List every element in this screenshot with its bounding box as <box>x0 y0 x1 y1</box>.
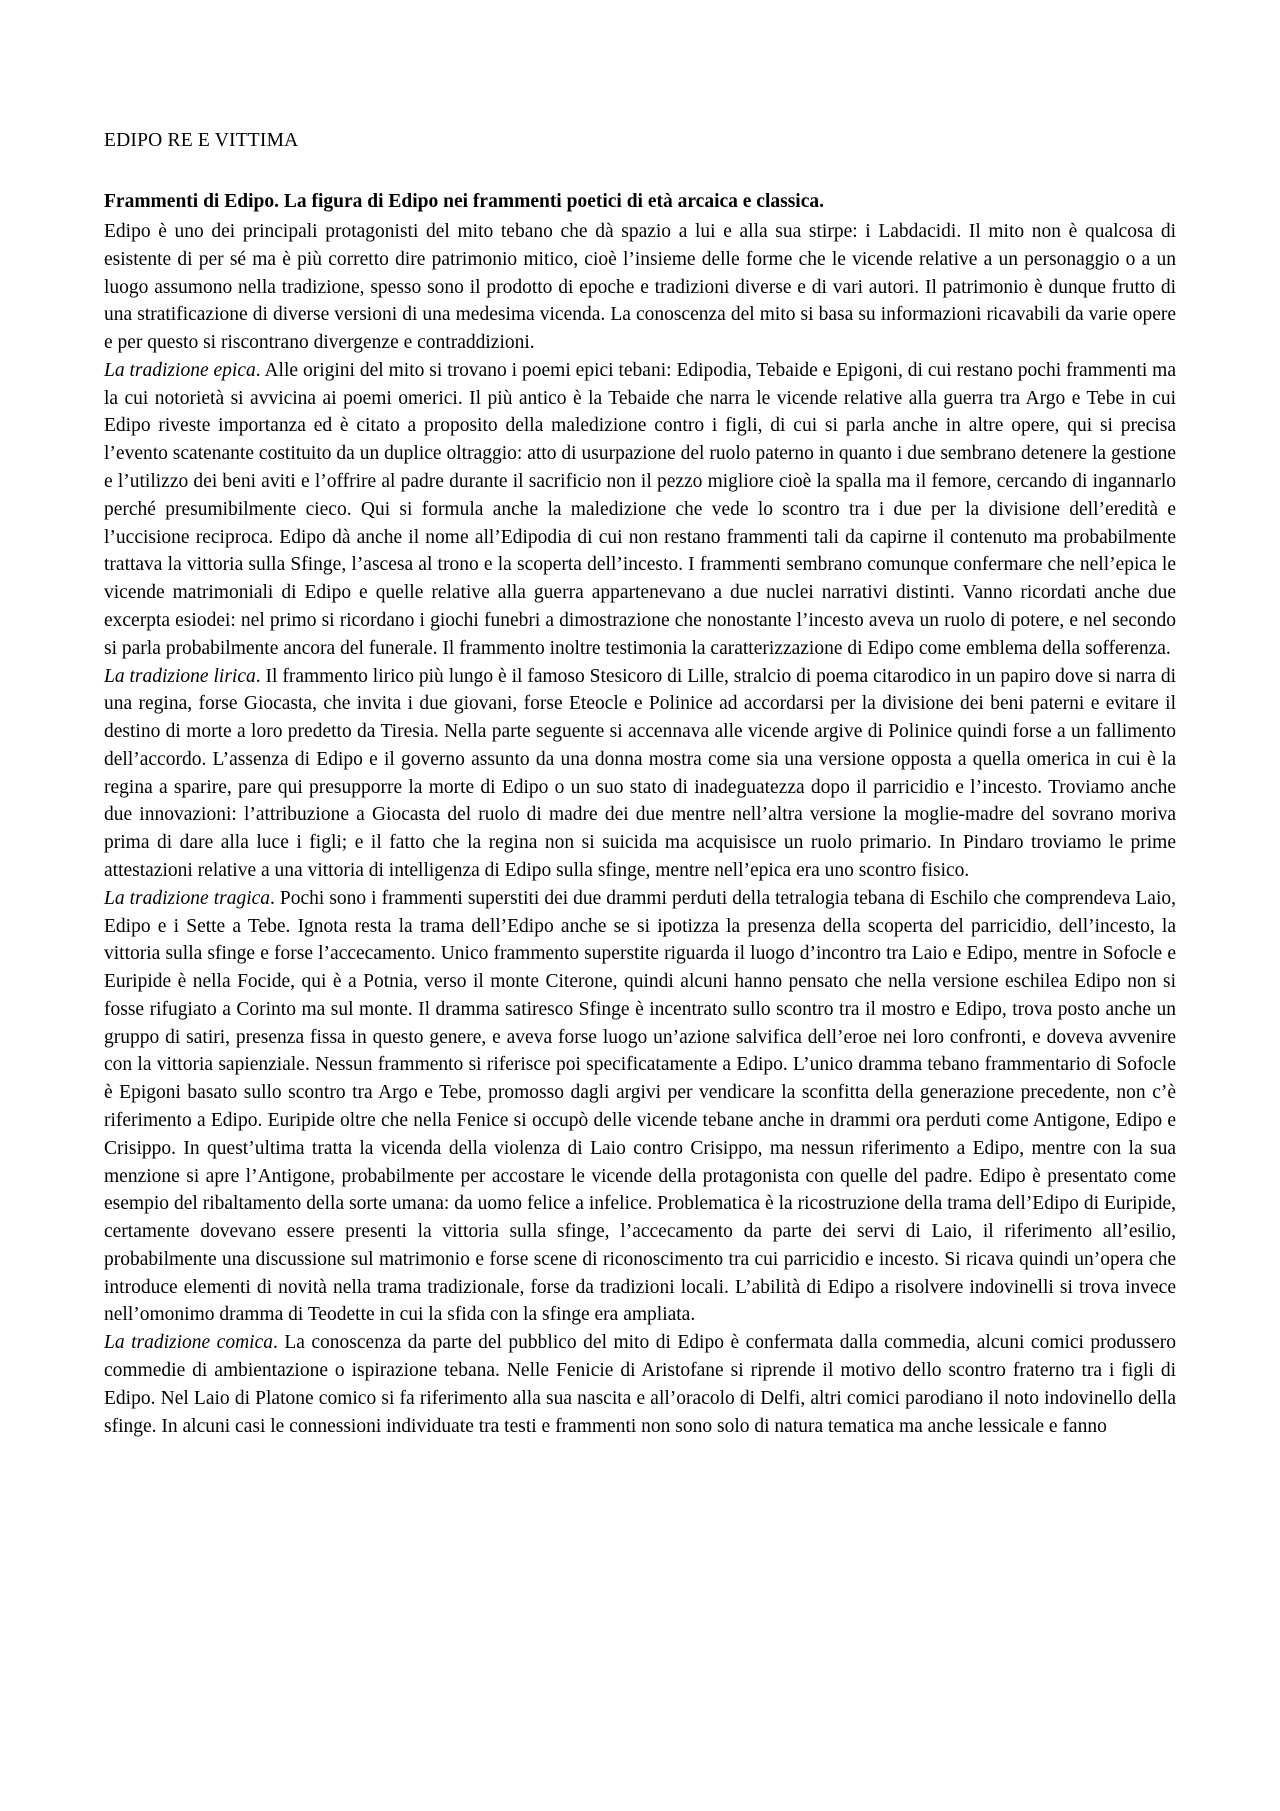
section-heading: Frammenti di Edipo. La figura di Edipo nei frammenti poetici di età arcaica e classica. <box>104 191 825 213</box>
paragraph-text: . Il frammento lirico più lungo è il famoso Stesicoro di Lille, stralcio di poema citarodico in un papiro dove si narra di una regina, forse Giocasta, che invita i due giovani, forse Eteocle e Polinice ad accordarsi per la divisione dei beni paterni e evitare il destino di morte a loro predetto da Tiresia. Nella parte seguente si accennava alle vicende argive di Polinice quindi forse a un fallimento dell’accordo. L’assenza di Edipo e il governo assunto da una donna mostra come sia una versione opposta a quella omerica in cui è la regina a sparire, pare qui presupporre la morte di Edipo o un suo stato di inadeguatezza dopo il parricidio e l’incesto. Troviamo anche due innovazioni: l’attribuzione a Giocasta del ruolo di madre dei due mentre nell’altra versione la moglie-madre del sovrano moriva prima di dare alla luce i figli; e il fatto che la regina non si suicida ma acquisisce un ruolo primario. In Pindaro troviamo le prime attestazioni relative a una vittoria di intelligenza di Edipo sulla sfinge, mentre nell’epica era uno scontro fisico. <box>104 665 1176 881</box>
document-body <box>104 188 1176 1440</box>
paragraph-lead-in: La tradizione lirica <box>104 665 256 687</box>
paragraph-tradizione-comica <box>104 1329 1176 1440</box>
paragraph-lead-in: La tradizione tragica <box>104 887 271 909</box>
paragraph-text: . La conoscenza da parte del pubblico del mito di Edipo è confermata dalla commedia, alcuni comici produssero commedie di ambientazione o ispirazione tebana. Nelle Fenicie di Aristofane si riprende il motivo dello scontro fraterno tra i figli di Edipo. Nel Laio di Platone comico si fa riferimento alla sua nascita e all’oracolo di Delfi, altri comici parodiano il noto indovinello della sfinge. In alcuni casi le connessioni individuate tra testi e frammenti non sono solo di natura tematica ma anche lessicale e fanno <box>104 1332 1176 1437</box>
paragraph-lead-in: La tradizione comica <box>104 1332 273 1354</box>
paragraph-text: . Pochi sono i frammenti superstiti dei due drammi perduti della tetralogia tebana di Eschilo che comprendeva Laio, Edipo e i Sette a Tebe. Ignota resta la trama dell’Edipo anche se si ipotizza la presenza della scoperta del parricidio, dell’incesto, la vittoria sulla sfinge e forse l’accecamento. Unico frammento superstite riguarda il luogo d’incontro tra Laio e Edipo, mentre in Sofocle e Euripide è nella Focide, qui è a Potnia, verso il monte Citerone, quindi alcuni hanno pensato che nella versione eschilea Edipo non si fosse rifugiato a Corinto ma sul monte. Il dramma satiresco Sfinge è incentrato sullo scontro tra il mostro e Edipo, trova posto anche un gruppo di satiri, presenza fissa in questo genere, e aveva forse luogo un’azione salvifica dell’eroe nei loro confronti, e doveva avvenire con la vittoria sapienziale. Nessun frammento si riferisce poi specificatamente a Edipo. L’unico dramma tebano frammentario di Sofocle è Epigoni basato sullo scontro tra Argo e Tebe, promosso dagli argivi per vendicare la sconfitta della generazione precedente, non c’è riferimento a Edipo. Euripide oltre che nella Fenice si occupò delle vicende tebane anche in drammi ora perduti come Antigone, Edipo e Crisippo. In quest’ultima tratta la vicenda della violenza di Laio contro Crisippo, ma nessun riferimento a Edipo, mentre con la sua menzione si apre l’Antigone, probabilmente per accostare le vicende della protagonista con quelle del padre. Edipo è presentato come esempio del ribaltamento della sorte umana: da uomo felice a infelice. Problematica è la ricostruzione della trama dell’Edipo di Euripide, certamente dovevano essere presenti la vittoria sulla sfinge, l’accecamento da parte dei servi di Laio, il riferimento all’esilio, probabilmente una discussione sul matrimonio e forse scene di riconoscimento tra cui parricidio e incesto. Si ricava quindi un’opera che introduce elementi di novità nella trama tradizionale, forse da tradizioni locali. L’abilità di Edipo a risolvere indovinelli si trova invece nell’omonimo dramma di Teodette in cui la sfida con la sfinge era ampliata. <box>104 887 1176 1326</box>
paragraph-tradizione-epica <box>104 357 1176 663</box>
paragraph-tradizione-tragica <box>104 885 1176 1330</box>
paragraph-text: . Alle origini del mito si trovano i poemi epici tebani: Edipodia, Tebaide e Epigoni, di cui restano pochi frammenti ma la cui notorietà si avvicina ai poemi omerici. Il più antico è la Tebaide che narra le vicende relative alla guerra tra Argo e Tebe in cui Edipo riveste importanza ed è citato a proposito della maledizione contro i figli, di cui si parla anche in altre opere, qui si precisa l’evento scatenante costituito da un duplice oltraggio: atto di usurpazione del ruolo paterno in quanto i due sembrano detenere la gestione e l’utilizzo dei beni aviti e l’offrire al padre durante il sacrificio non il pezzo migliore cioè la spalla ma il femore, cercando di ingannarlo perché presumibilmente cieco. Qui si formula anche la maledizione che vede lo scontro tra i due per la divisione dell’eredità e l’uccisione reciproca. Edipo dà anche il nome all’Edipodia di cui non restano frammenti tali da capirne il contenuto ma probabilmente trattava la vittoria sulla Sfinge, l’ascesa al trono e la scoperta dell’incesto. I frammenti sembrano comunque confermare che nell’epica le vicende matrimoniali di Edipo e quelle relative alla guerra appartenevano a due nuclei narrativi distinti. Vanno ricordati anche due excerpta esiodei: nel primo si ricordano i giochi funebri a dimostrazione che nonostante l’incesto aveva un ruolo di potere, e nel secondo si parla probabilmente ancora del funerale. Il frammento inoltre testimonia la caratterizzazione di Edipo come emblema della sofferenza. <box>104 359 1176 659</box>
document-title: EDIPO RE E VITTIMA <box>104 130 299 151</box>
paragraph-intro <box>104 218 1176 357</box>
paragraph-lead-in: La tradizione epica <box>104 359 256 381</box>
paragraph-text: Edipo è uno dei principali protagonisti del mito tebano che dà spazio a lui e alla sua stirpe: i Labdacidi. Il mito non è qualcosa di esistente di per sé ma è più corretto dire patrimonio mitico, cioè l’insieme delle forme che le vicende relative a un personaggio o a un luogo assumono nella tradizione, spesso sono il prodotto di epoche e tradizioni diverse e di vari autori. Il patrimonio è dunque frutto di una stratificazione di diverse versioni di una medesima vicenda. La conoscenza del mito si basa su informazioni ricavabili da varie opere e per questo si riscontrano divergenze e contraddizioni. <box>104 221 1176 354</box>
paragraph-tradizione-lirica <box>104 663 1176 885</box>
